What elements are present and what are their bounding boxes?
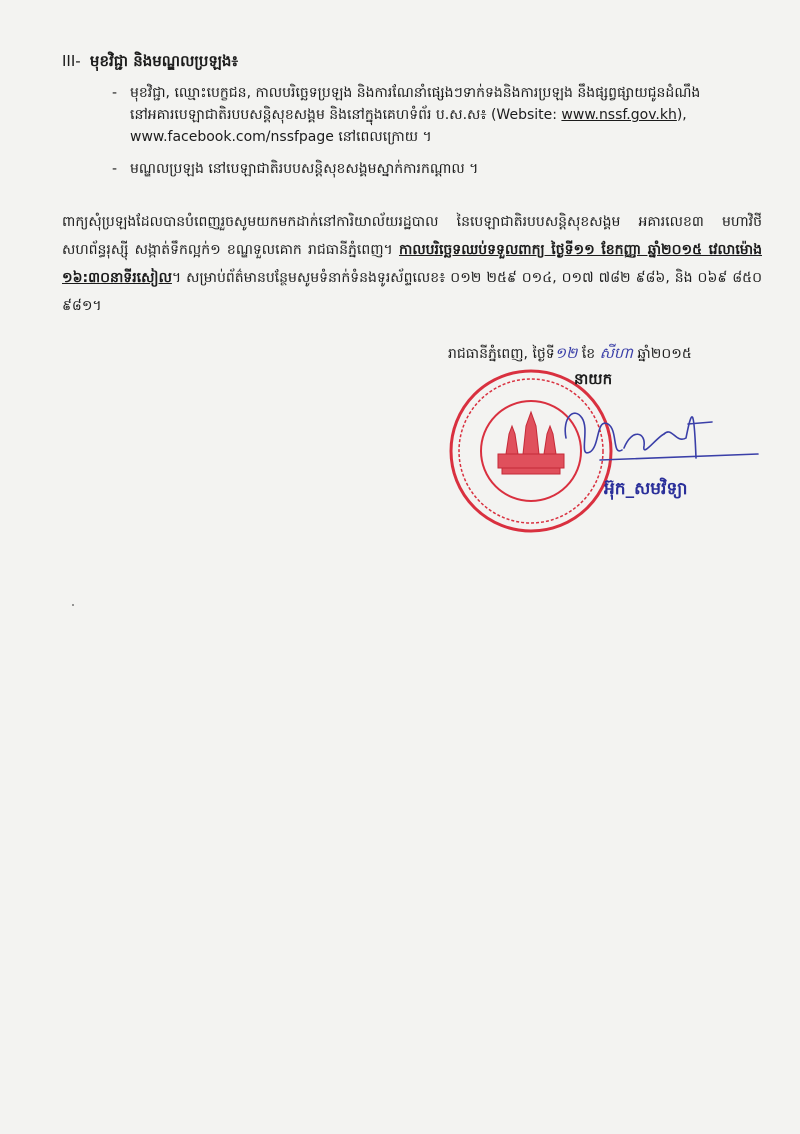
signature-icon (560, 398, 760, 478)
list-item (112, 82, 762, 148)
signer-name: អ៊ុក_សមវិទ្យា (604, 479, 688, 499)
bullet-dash: - (112, 85, 118, 101)
dateline (448, 344, 692, 366)
section-title: មុខវិជ្ជា និងមណ្ឌលប្រឡង៖ (89, 52, 239, 70)
section-heading (62, 52, 238, 74)
page-speck (72, 604, 74, 606)
bullet-text: មណ្ឌលប្រឡង នៅបេឡាជាតិរបបសន្តិសុខសង្គមស្នាក់ការកណ្តាល ។ (130, 161, 479, 177)
bullet-text: មុខវិជ្ជា, ឈ្មោះបេក្ខជន, កាលបរិច្ឆេទប្រឡង និងការណែនាំផ្សេងៗទាក់ទងនិងការប្រឡង នឹងផ្សព្វផ្សាយជូនដំណឹង (130, 85, 701, 101)
dateline-prefix: រាជធានីភ្នំពេញ, ថ្ងៃទី (448, 346, 555, 362)
month-label: ខែ (577, 346, 596, 362)
bullet-text: www.facebook.com/nssfpage នៅពេលក្រោយ ។ (130, 129, 432, 145)
paragraph-text: ពាក្យសុំប្រឡងដែលបានបំពេញរួចសូមយកមកដាក់នៅការិយាល័យរដ្ឋបាល នៃបេឡាជាតិរបបសន្តិសុខសង្គម អគារលេខ៣ មហាវិថីសហព័ន្ធរុស្ស៊ី សង្កាត់ទឹកល្អក់១ ខណ្ឌទួលគោក រាជធានីភ្នំពេញ។ (62, 214, 762, 258)
list-item (112, 158, 762, 180)
bullet-text: នៅអគារបេឡាជាតិរបបសន្តិសុខសង្គម និងនៅក្នុងគេហទំព័រ ប.ស.ស៖ (Website: (130, 107, 562, 123)
bullet-dash: - (112, 161, 118, 177)
handwritten-month: សីហា (599, 344, 633, 362)
deadline-text: កាលបរិច្ឆេទឈប់ទទួលពាក្យ ថ្ងៃទី១១ ខែកញ្ញា ឆ្នាំ២០១៥ វេលាម៉ោង ១៦:៣០នាទីរសៀល (62, 242, 762, 286)
submission-paragraph (62, 208, 762, 320)
section-numeral: III- (62, 52, 81, 70)
handwritten-day: ១២ (554, 344, 578, 362)
bullet-text: ), (676, 107, 687, 123)
paragraph-text: ។ សម្រាប់ព័ត៌មានបន្ថែមសូមទំនាក់ទំនងទូរស័ព្ទលេខ៖ ០១២ ២៥៩ ០១៤, ០១៧ ៧៨២ ៩៨៦, និង ០៦៩ ៨៥០ ៩៨១។ (62, 270, 762, 314)
website-link[interactable]: www.nssf.gov.kh (561, 107, 677, 123)
bullet-list (112, 82, 762, 190)
year-label: ឆ្នាំ២០១៥ (632, 346, 692, 362)
signer-title: នាយក (574, 370, 613, 388)
